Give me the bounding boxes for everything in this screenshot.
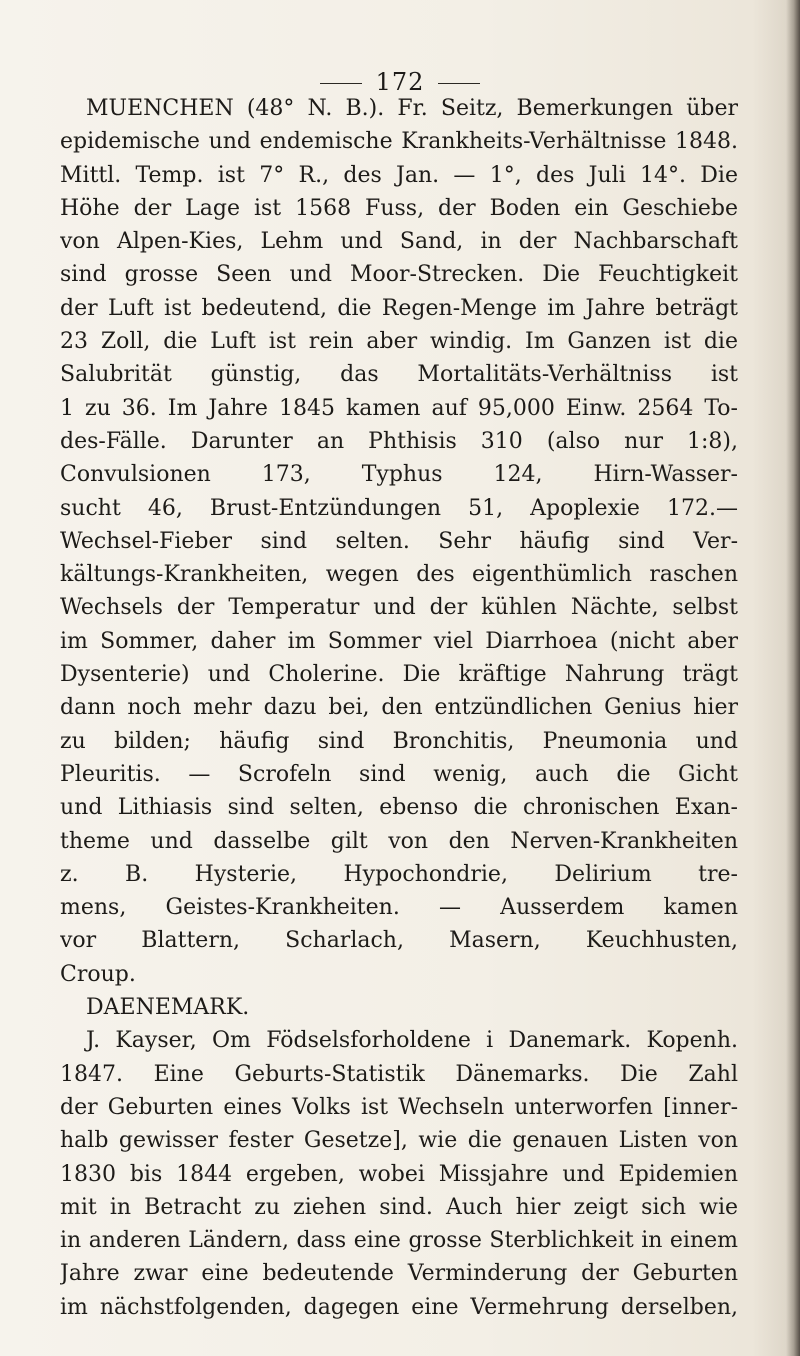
text-line: von Alpen-Kies, Lehm und Sand, in der Nachbarschaft xyxy=(60,229,738,255)
text-line: des-Fälle. Darunter an Phthisis 310 (also nur 1:8), xyxy=(60,428,738,454)
text-line: und Lithiasis sind selten, ebenso die chronischen Exan- xyxy=(60,795,738,821)
section-heading: DAENEMARK. xyxy=(86,995,250,1021)
text-line: epidemische und endemische Krankheits-Verhältnisse 1848. xyxy=(60,129,738,155)
text-line: sucht 46, Brust-Entzündungen 51, Apoplexie 172.— xyxy=(60,495,738,521)
text-line: im nächstfolgenden, dagegen eine Vermehrung derselben, xyxy=(60,1294,738,1320)
text-line: Jahre zwar eine bedeutende Verminderung der Geburten xyxy=(60,1261,738,1287)
text-line: der Geburten eines Volks ist Wechseln unterworfen [inner- xyxy=(60,1094,738,1120)
text-line: Croup. xyxy=(60,961,136,987)
text-line: 23 Zoll, die Luft ist rein aber windig. Im Ganzen ist die xyxy=(60,329,738,355)
text-line: halb gewisser fester Gesetze], wie die genauen Listen von xyxy=(60,1128,738,1154)
header-rule-right xyxy=(438,83,480,84)
text-line: Dysenterie) und Cholerine. Die kräftige Nahrung trägt xyxy=(60,662,738,688)
text-line: 1 zu 36. Im Jahre 1845 kamen auf 95,000 Einw. 2564 To- xyxy=(60,395,738,421)
text-line: Pleuritis. — Scrofeln sind wenig, auch die Gicht xyxy=(60,761,738,787)
text-line: Convulsionen 173, Typhus 124, Hirn-Wasser- xyxy=(60,462,738,488)
text-line: J. Kayser, Om Födselsforholdene i Danemark. Kopenh. xyxy=(86,1028,738,1054)
text-line: z. B. Hysterie, Hypochondrie, Delirium tre- xyxy=(60,861,738,887)
body-text xyxy=(60,92,738,1324)
text-line: Wechsel-Fieber sind selten. Sehr häufig sind Ver- xyxy=(60,528,738,554)
text-line: mit in Betracht zu ziehen sind. Auch hier zeigt sich wie xyxy=(60,1194,738,1220)
text-line: theme und dasselbe gilt von den Nerven-Krankheiten xyxy=(60,828,738,854)
text-line: 1830 bis 1844 ergeben, wobei Missjahre und Epidemien xyxy=(60,1161,738,1187)
text-line: vor Blattern, Scharlach, Masern, Keuchhusten, xyxy=(60,928,738,954)
text-line: 1847. Eine Geburts-Statistik Dänemarks. Die Zahl xyxy=(60,1061,738,1087)
text-line: Wechsels der Temperatur und der kühlen Nächte, selbst xyxy=(60,595,738,621)
text-line: im Sommer, daher im Sommer viel Diarrhoea (nicht aber xyxy=(60,628,738,654)
header-rule-left xyxy=(320,83,362,84)
page-number: 172 xyxy=(375,68,425,96)
text-line: sind grosse Seen und Moor-Strecken. Die Feuchtigkeit xyxy=(60,262,738,288)
text-line: MUENCHEN (48° N. B.). Fr. Seitz, Bemerkungen über xyxy=(86,96,738,121)
text-line: Höhe der Lage ist 1568 Fuss, der Boden ein Geschiebe xyxy=(60,195,738,221)
text-line: der Luft ist bedeutend, die Regen-Menge im Jahre beträgt xyxy=(60,295,738,321)
text-line: dann noch mehr dazu bei, den entzündlichen Genius hier xyxy=(60,695,738,721)
text-line: in anderen Ländern, dass eine grosse Sterblichkeit in einem xyxy=(60,1228,738,1254)
page-edge-shadow xyxy=(786,0,800,1356)
text-line: zu bilden; häufig sind Bronchitis, Pneumonia und xyxy=(60,728,738,754)
text-line: Mittl. Temp. ist 7° R., des Jan. — 1°, des Juli 14°. Die xyxy=(60,162,738,188)
text-line: Salubrität günstig, das Mortalitäts-Verhältniss ist xyxy=(60,362,738,388)
text-line: mens, Geistes-Krankheiten. — Ausserdem kamen xyxy=(60,895,738,921)
text-line: kältungs-Krankheiten, wegen des eigenthümlich raschen xyxy=(60,562,738,588)
